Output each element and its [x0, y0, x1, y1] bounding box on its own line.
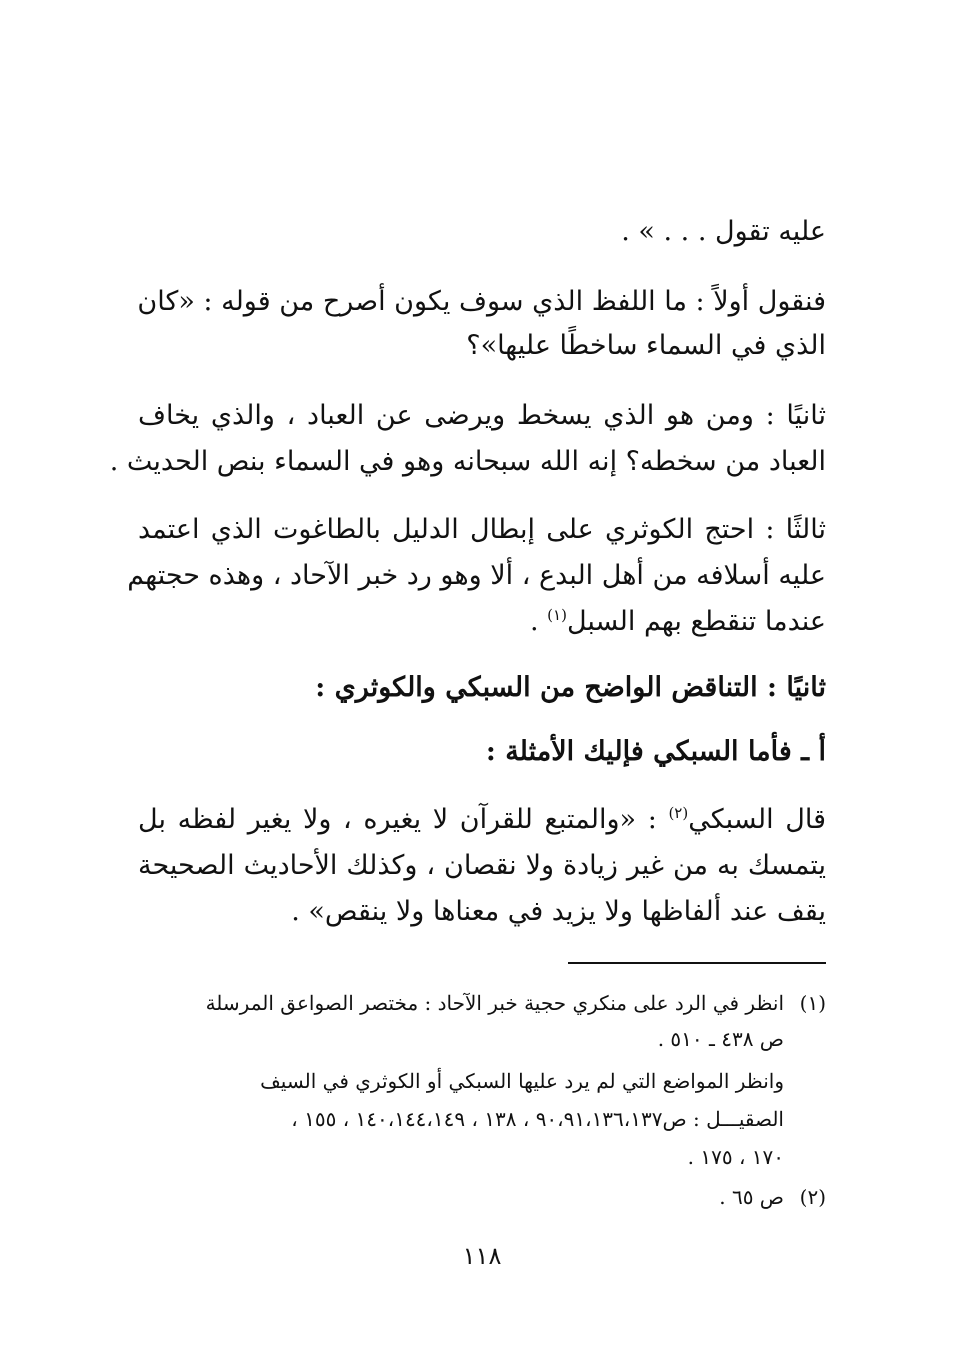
paragraph-line: عليه تقول . . . » . — [621, 216, 826, 247]
section-heading: ثانيًا : التناقض الواضح من السبكي والكوثري : — [315, 672, 826, 703]
paragraph-line: يتمسك به من غير زيادة ولا نقصان ، وكذلك الأحاديث الصحيحة — [138, 850, 826, 881]
footnote-text: ص ٦٥ . — [719, 1185, 784, 1209]
paragraph-line: ثالثًا : احتج الكوثري على إبطال الدليل بالطاغوت الذي اعتمد — [138, 514, 826, 545]
footnote-reference: (٢) — [668, 804, 689, 822]
page-number: ١١٨ — [462, 1242, 502, 1270]
footnote-line — [138, 1066, 826, 1096]
footnote-text: وانظر المواضع التي لم يرد عليها السبكي أو الكوثري في السيف — [260, 1069, 784, 1093]
paragraph-line: فنقول أولاً : ما اللفظ الذي سوف يكون أصرح من قوله : «كان — [137, 286, 826, 317]
paragraph-line — [138, 602, 826, 642]
footnote-number: (٢) — [799, 1185, 826, 1209]
footnote-text: ص ٤٣٨ ـ ٥١٠ . — [657, 1027, 784, 1051]
paragraph-text: عندما تنقطع بهم السبل — [566, 606, 826, 637]
footnote-text: انظر في الرد على منكري حجية خبر الآحاد : مختصر الصواعق المرسلة — [205, 991, 784, 1015]
paragraph-line — [138, 800, 826, 840]
footnote-text: ١٧٠ ، ١٧٥ . — [687, 1145, 784, 1169]
footnote-separator — [568, 962, 826, 964]
paragraph-line: عليه أسلافه من أهل البدع ، ألا وهو رد خبر الآحاد ، وهذه حجتهم — [127, 560, 826, 591]
footnote-number: (١) — [799, 991, 826, 1015]
footnote-line — [138, 988, 826, 1018]
footnote-line — [138, 1182, 826, 1212]
paragraph-line: يقف عند ألفاظها ولا يزيد في معناها ولا ينقص» . — [291, 896, 826, 927]
footnote-line — [138, 1104, 826, 1134]
subsection-heading: أ ـ فأما السبكي فإليك الأمثلة : — [485, 736, 826, 767]
paragraph-line: ثانيًا : ومن هو الذي يسخط ويرضى عن العباد ، والذي يخاف — [138, 400, 826, 431]
footnote-line — [138, 1142, 826, 1172]
footnote-text: الصقيـــل : ص٩٠،٩١،١٣٦،١٣٧ ، ١٣٨ ، ١٤٠،١٤٤،١٤٩ ، ١٥٥ ، — [291, 1107, 784, 1131]
paragraph-line: العباد من سخطه؟ إنه الله سبحانه وهو في السماء بنص الحديث . — [109, 446, 826, 477]
paragraph-text: قال السبكي — [688, 804, 826, 835]
paragraph-text: . — [530, 606, 548, 637]
paragraph-line: الذي في السماء ساخطًا عليها»؟ — [466, 330, 826, 361]
footnote-line — [138, 1024, 826, 1054]
footnote-reference: (١) — [547, 606, 567, 624]
paragraph-text: : «والمتبع للقرآن لا يغيره ، ولا يغير لفظه بل — [138, 804, 669, 835]
